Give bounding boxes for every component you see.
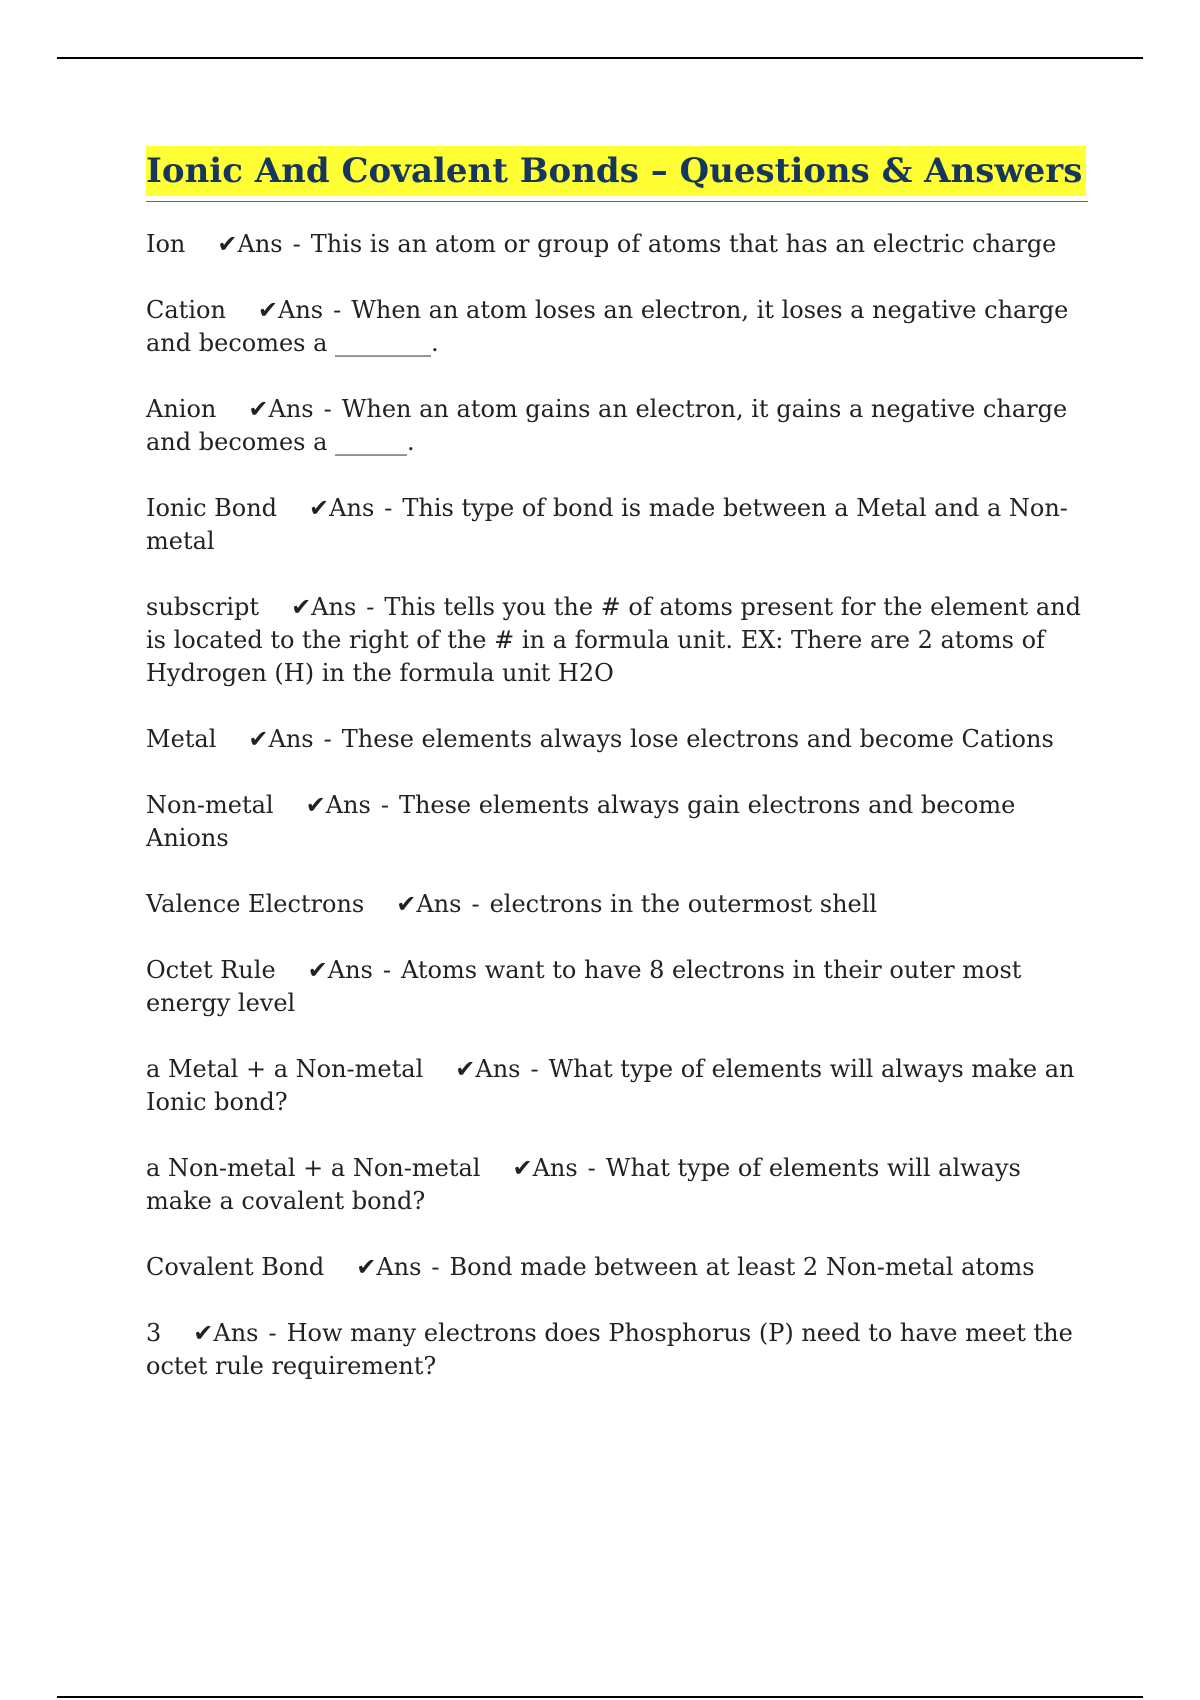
- qa-term: Ionic Bond: [146, 494, 278, 522]
- answer-separator: -: [530, 1055, 539, 1083]
- qa-answer: When an atom loses an electron, it loses a negative charge and becomes a ________.: [146, 296, 1069, 357]
- qa-term: Metal: [146, 725, 217, 753]
- qa-item: [146, 1152, 1088, 1218]
- qa-answer: Bond made between at least 2 Non-metal atoms: [449, 1253, 1035, 1281]
- answer-separator: -: [471, 890, 480, 918]
- qa-item: [146, 954, 1088, 1020]
- qa-item: [146, 723, 1088, 756]
- answer-check-marker: ✔Ans: [455, 1055, 521, 1083]
- qa-term: a Metal + a Non-metal: [146, 1055, 424, 1083]
- qa-item: [146, 1317, 1088, 1383]
- answer-separator: -: [587, 1154, 596, 1182]
- qa-answer: This tells you the # of atoms present for the element and is located to the right of the # in a formula unit. EX: There are 2 atoms of Hydrogen (H) in the formula unit H2O: [146, 593, 1082, 687]
- answer-check-marker: ✔Ans: [257, 296, 324, 324]
- qa-item: [146, 1053, 1088, 1119]
- qa-term: Anion: [146, 395, 217, 423]
- qa-item: [146, 492, 1088, 558]
- qa-answer: What type of elements will always make a covalent bond?: [146, 1154, 1021, 1215]
- document-body: [146, 146, 1088, 1416]
- qa-term: Non-metal: [146, 791, 274, 819]
- answer-separator: -: [323, 395, 332, 423]
- qa-term: a Non-metal + a Non-metal: [146, 1154, 481, 1182]
- answer-separator: -: [333, 296, 342, 324]
- document-title: Ionic And Covalent Bonds – Questions & Answers: [146, 146, 1086, 196]
- answer-separator: -: [292, 230, 301, 258]
- qa-answer: This is an atom or group of atoms that has an electric charge: [310, 230, 1057, 258]
- answer-check-marker: ✔Ans: [193, 1319, 259, 1347]
- qa-answer: This type of bond is made between a Metal and a Non-metal: [146, 494, 1068, 555]
- qa-term: Covalent Bond: [146, 1253, 325, 1281]
- qa-item: [146, 591, 1088, 690]
- header-rule: [57, 57, 1143, 59]
- qa-item: [146, 393, 1088, 459]
- answer-check-marker: ✔Ans: [248, 395, 314, 423]
- answer-separator: -: [323, 725, 332, 753]
- answer-check-marker: ✔Ans: [291, 593, 357, 621]
- qa-answer: When an atom gains an electron, it gains a negative charge and becomes a ______.: [146, 395, 1068, 456]
- title-block: [146, 146, 1088, 202]
- answer-check-marker: ✔Ans: [309, 494, 375, 522]
- qa-term: Valence Electrons: [146, 890, 365, 918]
- answer-separator: -: [431, 1253, 440, 1281]
- qa-list: [146, 228, 1088, 1383]
- qa-item: [146, 1251, 1088, 1284]
- qa-answer: electrons in the outermost shell: [489, 890, 878, 918]
- qa-term: 3: [146, 1319, 162, 1347]
- qa-item: [146, 888, 1088, 921]
- qa-answer: These elements always gain electrons and become Anions: [146, 791, 1016, 852]
- qa-term: subscript: [146, 593, 260, 621]
- qa-term: Ion: [146, 230, 186, 258]
- answer-separator: -: [382, 956, 391, 984]
- qa-term: Octet Rule: [146, 956, 276, 984]
- answer-check-marker: ✔Ans: [248, 725, 314, 753]
- qa-answer: How many electrons does Phosphorus (P) need to have meet the octet rule requirement?: [146, 1319, 1073, 1380]
- answer-separator: -: [366, 593, 375, 621]
- answer-separator: -: [384, 494, 393, 522]
- answer-check-marker: ✔Ans: [512, 1154, 578, 1182]
- answer-check-marker: ✔Ans: [217, 230, 283, 258]
- answer-separator: -: [380, 791, 389, 819]
- qa-term: Cation: [146, 296, 226, 324]
- qa-answer: These elements always lose electrons and become Cations: [341, 725, 1054, 753]
- qa-item: [146, 228, 1088, 261]
- answer-check-marker: ✔Ans: [396, 890, 462, 918]
- answer-check-marker: ✔Ans: [305, 791, 371, 819]
- qa-answer: Atoms want to have 8 electrons in their outer most energy level: [146, 956, 1022, 1017]
- qa-answer: What type of elements will always make an Ionic bond?: [146, 1055, 1075, 1116]
- footer-rule: [57, 1696, 1143, 1698]
- answer-check-marker: ✔Ans: [356, 1253, 422, 1281]
- answer-check-marker: ✔Ans: [307, 956, 373, 984]
- qa-item: [146, 294, 1088, 360]
- answer-separator: -: [268, 1319, 277, 1347]
- qa-item: [146, 789, 1088, 855]
